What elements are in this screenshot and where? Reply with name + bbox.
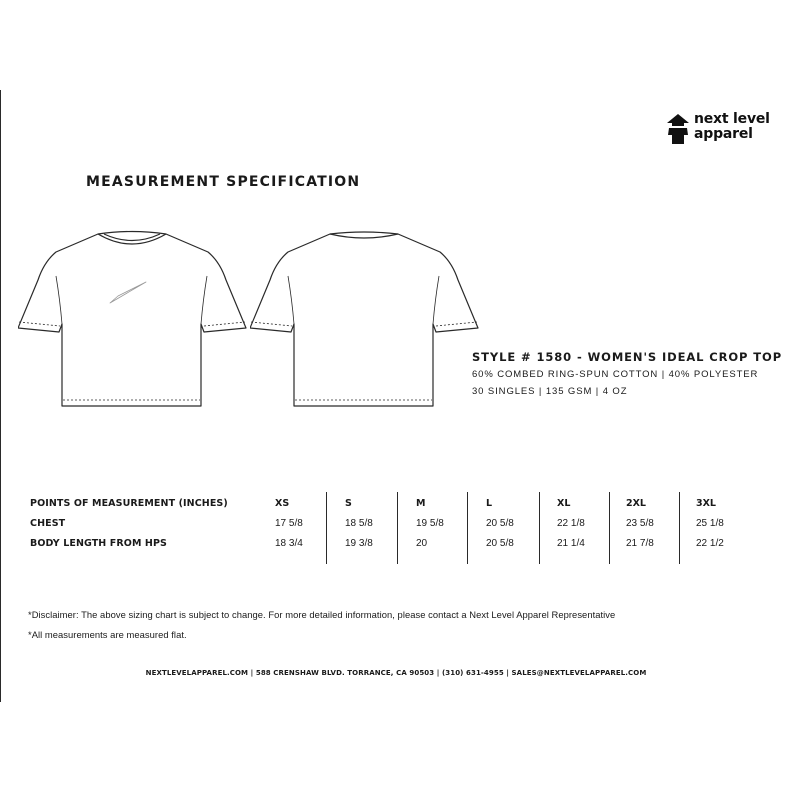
body-length-value: 20 5/8 [486,538,514,549]
body-length-value: 22 1/2 [696,538,724,549]
size-column-l [486,498,546,558]
body-length-value: 20 [416,538,428,549]
brand-logo [667,112,779,144]
brand-wordmark-line-1: next level [694,111,770,127]
size-header: L [486,498,493,509]
back-garment-sketch [250,220,480,415]
chest-value: 19 5/8 [416,518,444,529]
chest-value: 25 1/8 [696,518,724,529]
style-fabric: 60% COMBED RING-SPUN COTTON | 40% POLYESTER [472,369,759,380]
brand-wordmark [694,112,770,142]
chest-value: 17 5/8 [275,518,303,529]
size-column-3xl [696,498,756,558]
size-header: 2XL [626,498,646,509]
body-length-value: 21 1/4 [557,538,585,549]
size-header: 3XL [696,498,716,509]
body-length-value: 18 3/4 [275,538,303,549]
style-title: STYLE # 1580 - WOMEN'S IDEAL CROP TOP [472,350,783,364]
brand-wordmark-line-2: apparel [694,126,753,142]
row-label-body-length: BODY LENGTH FROM HPS [30,538,167,549]
size-column-xs [275,498,335,558]
page-title: MEASUREMENT SPECIFICATION [86,174,361,190]
front-garment-sketch [18,220,248,415]
style-specs: 30 SINGLES | 135 GSM | 4 OZ [472,386,628,397]
style-info [472,350,782,403]
chest-value: 22 1/8 [557,518,585,529]
size-header: XS [275,498,290,509]
table-header-label: POINTS OF MEASUREMENT (INCHES) [30,498,228,509]
size-column-m [416,498,476,558]
size-column-s [345,498,405,558]
measurement-note: *All measurements are measured flat. [28,629,187,640]
row-label-chest: CHEST [30,518,66,529]
contact-footer: NEXTLEVELAPPAREL.COM | 588 CRENSHAW BLVD. TORRANCE, CA 90503 | (310) 631-4955 | SALES@NEXTLEVELAPPAREL.COM [145,669,647,677]
shirt-arrow-logo-icon [667,114,689,144]
disclaimer-note: *Disclaimer: The above sizing chart is subject to change. For more detailed information, please contact a Next Level Apparel Representative [28,609,616,620]
size-header: S [345,498,352,509]
body-length-value: 19 3/8 [345,538,373,549]
size-header: XL [557,498,571,509]
size-header: M [416,498,426,509]
chest-value: 20 5/8 [486,518,514,529]
body-length-value: 21 7/8 [626,538,654,549]
chest-value: 23 5/8 [626,518,654,529]
size-column-2xl [626,498,686,558]
size-column-xl [557,498,617,558]
chest-value: 18 5/8 [345,518,373,529]
